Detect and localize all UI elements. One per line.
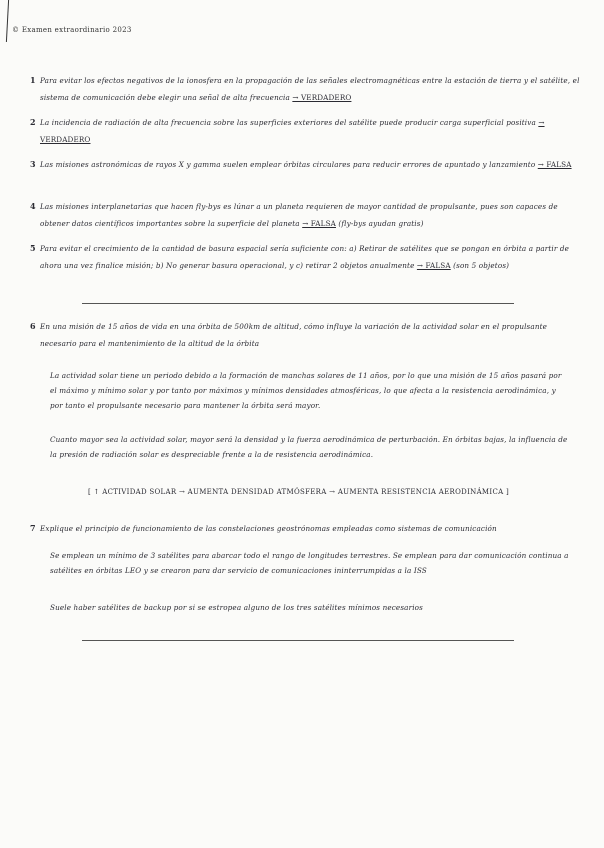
page-header: © Examen extraordinario 2023 [12,26,132,34]
divider [82,640,514,641]
answer-6-paragraph-2: Cuanto mayor sea la actividad solar, mayor será la densidad y la fuerza aerodinámica de perturbación. En órbitas bajas, la influencia de la presión de radiación solar es despreciable frente a la de resistencia aerodinámica. [50,435,568,459]
question-answer: → FALSA [416,261,451,270]
question-text: En una misión de 15 años de vida en una órbita de 500km de altitud, cómo influye la variación de la actividad solar en el propulsante necesario para el mantenimiento de la altitud de la órbita [40,322,548,348]
question-text: Las misiones interplanetarias que hacen fly-bys es lúnar a un planeta requieren de mayor cantidad de propulsante, pues son capaces de obtener datos científicos importantes sobre la superficie del planeta [40,202,558,228]
question-text: Explique el principio de funcionamiento de las constelaciones geostrónomas empleadas como sistemas de comunicación [40,524,497,533]
question-text: La incidencia de radiación de alta frecuencia sobre las superficies exteriores del satélite puede producir carga superficial positiva [40,118,536,127]
question-7 [30,520,580,537]
divider [82,303,514,304]
question-note: (fly-bys ayudan gratis) [338,219,424,228]
question-number: 5 [30,243,36,253]
answer-6-summary: [ ↑ ACTIVIDAD SOLAR → AUMENTA DENSIDAD ATMÓSFERA → AUMENTA RESISTENCIA AERODINÁMICA ] [88,488,510,496]
question-1 [30,72,580,106]
question-answer: → VERDADERO [40,118,545,144]
question-number: 6 [30,321,36,331]
question-3 [30,156,580,173]
question-2 [30,114,580,148]
question-number: 2 [30,117,36,127]
answer-7-paragraph-2: Suele haber satélites de backup por si se estropea alguno de los tres satélites mínimos necesarios [50,603,423,612]
question-answer: → FALSA [537,160,572,169]
question-answer: → VERDADERO [292,93,352,102]
question-note: (son 5 objetos) [453,261,510,270]
margin-line [6,0,9,42]
question-4 [30,198,580,232]
question-text: Para evitar los efectos negativos de la ionosfera en la propagación de las señales electromagnéticas entre la estación de tierra y el satélite, el sistema de comunicación debe elegir una señal de alta frecuencia [40,76,580,102]
question-number: 3 [30,159,36,169]
question-6 [30,318,580,352]
answer-7-paragraph-1: Se emplean un mínimo de 3 satélites para abarcar todo el rango de longitudes terrestres. Se emplean para dar comunicación continua a satélites en órbitas LEO y se crearon para dar servicio de comunicaciones ininterrumpidas a la ISS [50,551,569,575]
question-text: Para evitar el crecimiento de la cantidad de basura espacial sería suficiente con: a) Retirar de satélites que se pongan en órbita a partir de ahora una vez finalice misión; b) No generar basura operacional, y c) retirar 2 objetos anualmente [40,244,570,270]
question-5 [30,240,580,274]
question-number: 4 [30,201,36,211]
answer-6-paragraph-1: La actividad solar tiene un periodo debido a la formación de manchas solares de 11 años, por lo que una misión de 15 años pasará por el máximo y mínimo solar y por tanto por máximos y mínimos densidades atmosféricas, lo que afecta a la resistencia aerodinámica, y por tanto el propulsante necesario para mantener la órbita será mayor. [50,371,562,410]
question-number: 7 [30,523,36,533]
question-text: Las misiones astronómicas de rayos X y gamma suelen emplear órbitas circulares para reducir errores de apuntado y lanzamiento [40,160,536,169]
question-number: 1 [30,75,36,85]
question-answer: → FALSA [302,219,336,228]
